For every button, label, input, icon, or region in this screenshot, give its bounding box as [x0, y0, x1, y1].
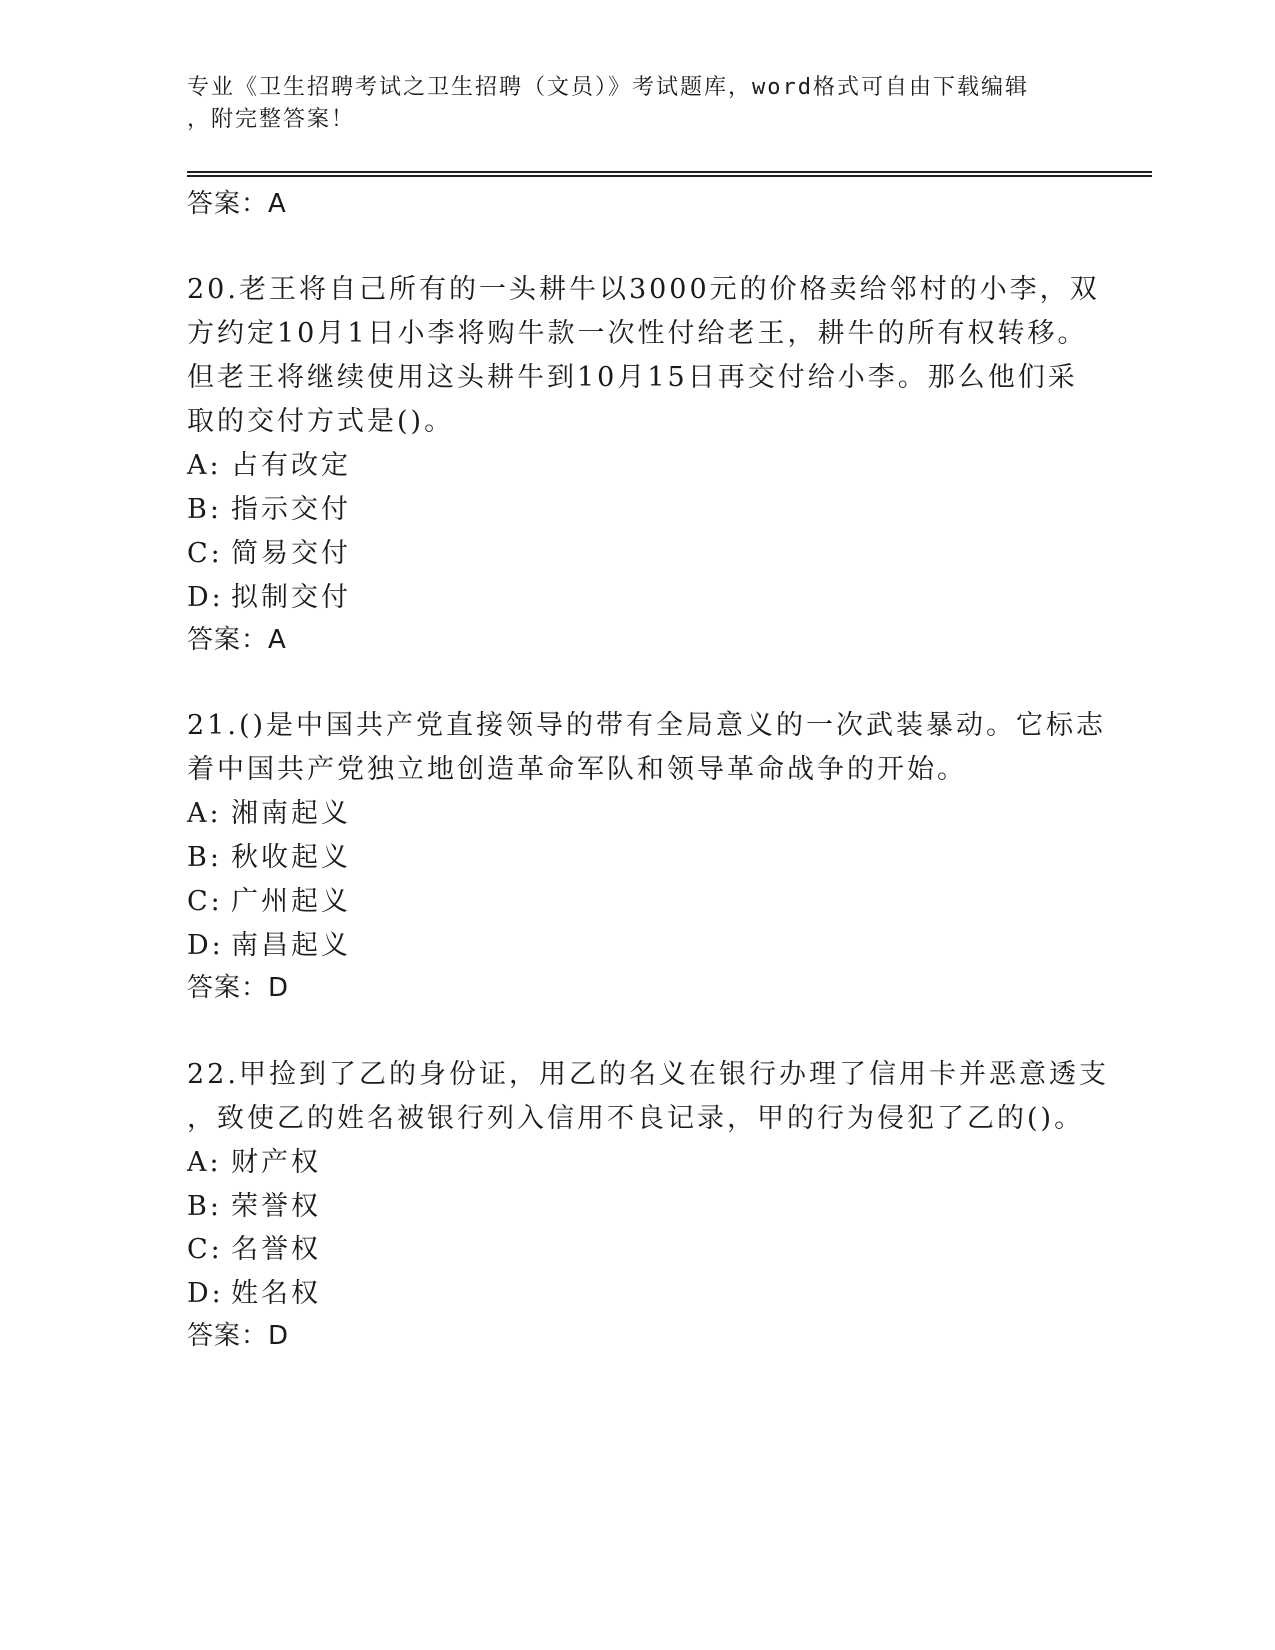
option-text: 南昌起义 — [231, 930, 351, 961]
question-21-option-d — [187, 928, 351, 964]
question-20-line-4: 取的交付方式是()。 — [187, 406, 455, 437]
header-text-line-1: 专业《卫生招聘考试之卫生招聘（文员）》考试题库，word格式可自由下载编辑 — [187, 75, 1029, 100]
option-text: 广州起义 — [231, 886, 351, 917]
question-20-option-d — [187, 580, 351, 616]
header-rule-top — [187, 171, 1152, 173]
option-letter: A: — [187, 1147, 222, 1178]
question-21-line-1: 21.()是中国共产党直接领导的带有全局意义的一次武装暴动。它标志 — [187, 710, 1107, 741]
question-20-line-2: 方约定10月1日小李将购牛款一次性付给老王，耕牛的所有权转移。 — [187, 318, 1088, 349]
question-20-option-c — [187, 536, 351, 572]
option-text: 简易交付 — [231, 538, 351, 569]
question-22-answer: 答案：D — [187, 1321, 290, 1351]
option-letter: C: — [187, 538, 223, 569]
question-22-option-c — [187, 1232, 321, 1268]
question-22-option-d — [187, 1276, 321, 1312]
question-21-option-c — [187, 884, 351, 920]
previous-answer: 答案：A — [187, 189, 287, 219]
option-text: 名誉权 — [231, 1234, 321, 1265]
option-letter: A: — [187, 798, 222, 829]
option-letter: D: — [187, 930, 224, 961]
option-text: 财产权 — [231, 1147, 321, 1178]
question-22-line-2: ，致使乙的姓名被银行列入信用不良记录，甲的行为侵犯了乙的()。 — [187, 1103, 1085, 1134]
question-22-option-b — [187, 1189, 321, 1225]
option-letter: D: — [187, 1278, 224, 1309]
option-text: 荣誉权 — [231, 1191, 321, 1222]
question-22-option-a — [187, 1145, 321, 1181]
option-letter: A: — [187, 450, 222, 481]
option-text: 占有改定 — [231, 450, 351, 481]
option-letter: C: — [187, 1234, 223, 1265]
question-21-line-2: 着中国共产党独立地创造革命军队和领导革命战争的开始。 — [187, 754, 967, 785]
question-20-option-b — [187, 492, 351, 528]
question-21-answer: 答案：D — [187, 973, 290, 1003]
option-letter: B: — [187, 1191, 222, 1222]
header-rule-bottom — [187, 175, 1152, 177]
option-letter: B: — [187, 842, 222, 873]
question-20-line-1: 20.老王将自己所有的一头耕牛以3000元的价格卖给邻村的小李，双 — [187, 274, 1100, 305]
question-20-answer: 答案：A — [187, 625, 287, 655]
option-letter: B: — [187, 494, 222, 525]
option-letter: C: — [187, 886, 223, 917]
question-21-option-b — [187, 840, 351, 876]
question-20-option-a — [187, 448, 351, 484]
option-text: 拟制交付 — [231, 582, 351, 613]
option-text: 姓名权 — [231, 1278, 321, 1309]
option-letter: D: — [187, 582, 224, 613]
option-text: 湘南起义 — [231, 798, 351, 829]
question-22-line-1: 22.甲捡到了乙的身份证，用乙的名义在银行办理了信用卡并恶意透支 — [187, 1059, 1109, 1090]
question-20-line-3: 但老王将继续使用这头耕牛到10月15日再交付给小李。那么他们采 — [187, 362, 1078, 393]
option-text: 指示交付 — [231, 494, 351, 525]
header-text-line-2: ，附完整答案！ — [187, 107, 356, 132]
question-21-option-a — [187, 796, 351, 832]
option-text: 秋收起义 — [231, 842, 351, 873]
